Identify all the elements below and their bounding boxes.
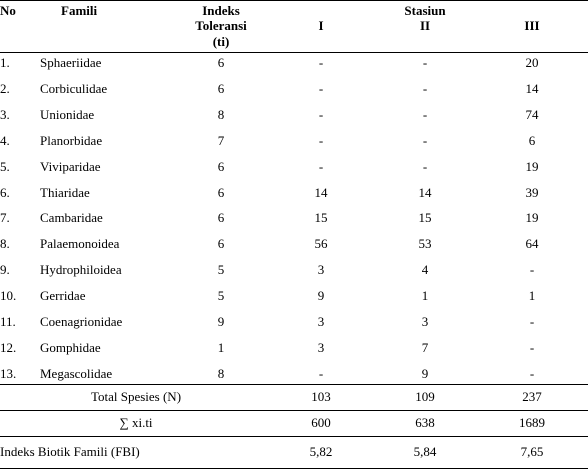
row-number: 13. bbox=[0, 366, 17, 381]
row-station-3: 14 bbox=[525, 81, 539, 96]
row-station-1: - bbox=[318, 107, 324, 122]
row-station-2: 15 bbox=[418, 210, 432, 225]
summary-station-1: 103 bbox=[311, 389, 331, 404]
row-number: 7. bbox=[0, 210, 10, 225]
row-station-2: - bbox=[422, 107, 428, 122]
row-famili: Megascolidae bbox=[40, 366, 113, 381]
row-station-3: 74 bbox=[525, 107, 539, 122]
row-station-3: 64 bbox=[525, 236, 539, 251]
header-bottom-rule bbox=[0, 52, 588, 53]
row-famili: Sphaeriidae bbox=[40, 55, 102, 70]
row-tolerance-index: 6 bbox=[217, 210, 225, 225]
row-station-2: 3 bbox=[421, 314, 429, 329]
row-station-1: 56 bbox=[314, 236, 328, 251]
total-bottom-rule bbox=[0, 410, 588, 411]
row-tolerance-index: 7 bbox=[217, 133, 225, 148]
summary-station-2: 109 bbox=[415, 389, 435, 404]
row-tolerance-index: 5 bbox=[217, 288, 225, 303]
row-number: 12. bbox=[0, 340, 17, 355]
summary-station-1: 5,82 bbox=[309, 444, 333, 459]
row-station-1: - bbox=[318, 133, 324, 148]
row-station-2: 14 bbox=[418, 185, 432, 200]
header-famili: Famili bbox=[61, 3, 98, 18]
header-indeks-line2: Toleransi bbox=[195, 18, 247, 33]
row-station-1: 3 bbox=[317, 262, 325, 277]
summary-label: ∑ xi.ti bbox=[119, 415, 153, 430]
summary-station-1: 600 bbox=[311, 415, 331, 430]
row-famili: Gerridae bbox=[40, 288, 86, 303]
row-station-3: - bbox=[529, 340, 535, 355]
row-number: 3. bbox=[0, 107, 10, 122]
row-station-2: 4 bbox=[421, 262, 429, 277]
summary-station-2: 638 bbox=[415, 415, 435, 430]
header-no: No bbox=[0, 3, 16, 18]
row-station-1: - bbox=[318, 159, 324, 174]
top-rule bbox=[0, 0, 588, 1]
summary-label: Indeks Biotik Famili (FBI) bbox=[0, 444, 140, 459]
row-tolerance-index: 6 bbox=[217, 159, 225, 174]
row-station-3: 19 bbox=[525, 210, 539, 225]
row-number: 5. bbox=[0, 159, 10, 174]
summary-station-2: 5,84 bbox=[413, 444, 437, 459]
row-station-1: - bbox=[318, 81, 324, 96]
row-station-3: 6 bbox=[528, 133, 536, 148]
row-station-3: - bbox=[529, 366, 535, 381]
row-famili: Corbiculidae bbox=[40, 81, 108, 96]
row-tolerance-index: 6 bbox=[217, 236, 225, 251]
row-station-1: 9 bbox=[317, 288, 325, 303]
row-tolerance-index: 6 bbox=[217, 185, 225, 200]
row-tolerance-index: 5 bbox=[217, 262, 225, 277]
row-station-3: 20 bbox=[525, 55, 539, 70]
header-station-3: III bbox=[524, 18, 540, 33]
summary-station-3: 237 bbox=[522, 389, 542, 404]
row-station-3: 1 bbox=[528, 288, 536, 303]
row-station-3: - bbox=[529, 314, 535, 329]
row-number: 10. bbox=[0, 288, 17, 303]
row-station-2: 7 bbox=[421, 340, 429, 355]
row-tolerance-index: 1 bbox=[217, 340, 225, 355]
row-famili: Palaemonoidea bbox=[40, 236, 120, 251]
row-number: 6. bbox=[0, 185, 10, 200]
row-station-2: - bbox=[422, 133, 428, 148]
row-number: 1. bbox=[0, 55, 10, 70]
row-station-1: - bbox=[318, 55, 324, 70]
row-station-3: 39 bbox=[525, 185, 539, 200]
sum-bottom-rule bbox=[0, 436, 588, 437]
row-station-3: 19 bbox=[525, 159, 539, 174]
row-station-2: 9 bbox=[421, 366, 429, 381]
row-famili: Thiaridae bbox=[40, 185, 90, 200]
header-indeks-line1: Indeks bbox=[202, 3, 240, 18]
row-number: 4. bbox=[0, 133, 10, 148]
row-tolerance-index: 8 bbox=[217, 366, 225, 381]
row-station-1: 15 bbox=[314, 210, 328, 225]
row-famili: Unionidae bbox=[40, 107, 95, 122]
row-station-1: 3 bbox=[317, 340, 325, 355]
row-station-1: - bbox=[318, 366, 324, 381]
row-famili: Coenagrionidae bbox=[40, 314, 123, 329]
row-tolerance-index: 6 bbox=[217, 81, 225, 96]
row-station-2: 53 bbox=[418, 236, 432, 251]
row-station-1: 14 bbox=[314, 185, 328, 200]
body-bottom-rule bbox=[0, 384, 588, 385]
row-number: 9. bbox=[0, 262, 10, 277]
row-tolerance-index: 6 bbox=[217, 55, 225, 70]
row-tolerance-index: 9 bbox=[217, 314, 225, 329]
header-station-1: I bbox=[318, 18, 324, 33]
row-famili: Hydrophiloidea bbox=[40, 262, 122, 277]
header-stasiun: Stasiun bbox=[404, 3, 446, 18]
summary-station-3: 1689 bbox=[519, 415, 545, 430]
row-number: 2. bbox=[0, 81, 10, 96]
row-number: 8. bbox=[0, 236, 10, 251]
row-station-2: 1 bbox=[421, 288, 429, 303]
row-tolerance-index: 8 bbox=[217, 107, 225, 122]
row-famili: Viviparidae bbox=[40, 159, 101, 174]
row-station-2: - bbox=[422, 159, 428, 174]
row-station-2: - bbox=[422, 81, 428, 96]
header-station-2: II bbox=[419, 18, 431, 33]
row-number: 11. bbox=[0, 314, 16, 329]
summary-label: Total Spesies (N) bbox=[90, 389, 182, 404]
row-famili: Gomphidae bbox=[40, 340, 101, 355]
summary-station-3: 7,65 bbox=[520, 444, 544, 459]
row-famili: Cambaridae bbox=[40, 210, 103, 225]
row-station-2: - bbox=[422, 55, 428, 70]
row-famili: Planorbidae bbox=[40, 133, 103, 148]
header-indeks-line3: (ti) bbox=[212, 34, 230, 49]
row-station-1: 3 bbox=[317, 314, 325, 329]
row-station-3: - bbox=[529, 262, 535, 277]
